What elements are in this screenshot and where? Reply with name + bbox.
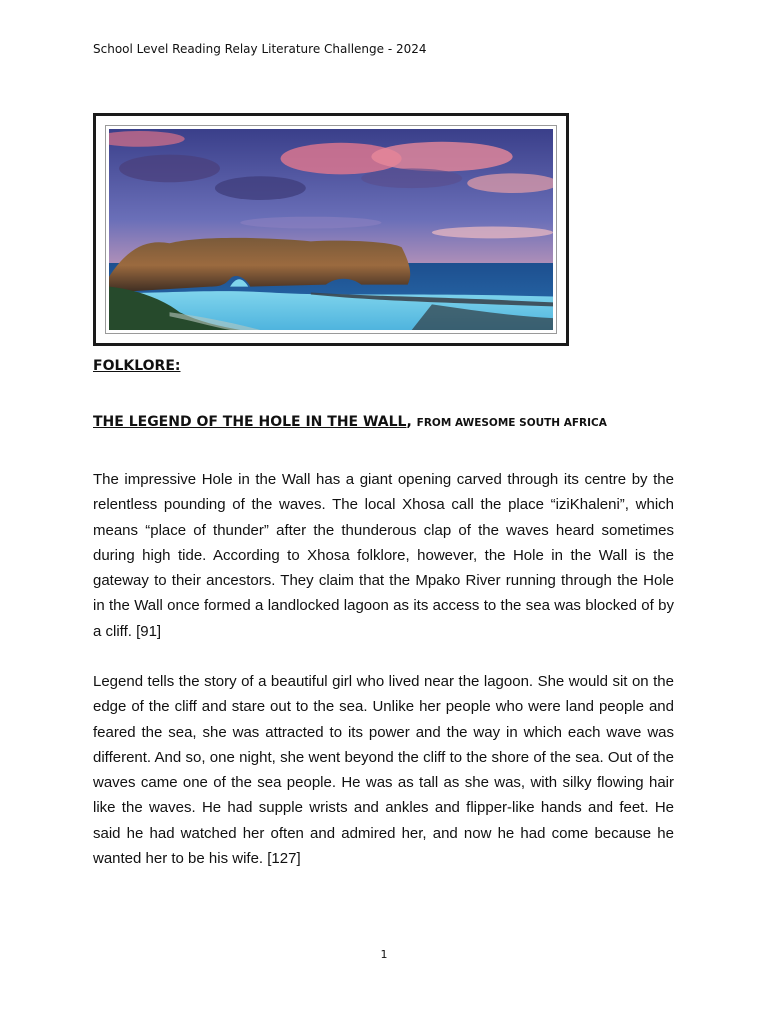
legend-title: THE LEGEND OF THE HOLE IN THE WALL: [93, 414, 407, 430]
page-number: 1: [380, 948, 388, 961]
hole-in-the-wall-photo: [105, 125, 557, 334]
legend-source: FROM AWESOME SOUTH AFRICA: [416, 417, 607, 429]
document-header: School Level Reading Relay Literature Challenge - 2024: [93, 42, 427, 56]
legend-title-separator: ,: [406, 414, 417, 430]
paragraph-intro: The impressive Hole in the Wall has a giant opening carved through its centre by the relentless pounding of the waves. The local Xhosa call the place “iziKhaleni”, which means “place of thunder” after the thunderous clap of the waves heard sometimes during high tide. According to Xhosa folklore, however, the Hole in the Wall is the gateway to their ancestors. They claim that the Mpako River running through the Hole in the Wall once formed a landlocked lagoon as its access to the sea was blocked of by a cliff. [91]: [93, 471, 674, 640]
paragraph-legend: Legend tells the story of a beautiful girl who lived near the lagoon. She would sit on the edge of the cliff and stare out to the sea. Unlike her people who were land people and feared the sea, she was attracted to its power and the way in which each wave was different. And so, one night, she went beyond the cliff to the shore of the sea. Out of the waves came one of the sea people. He was as tall as she was, with silky flowing hair like the waves. He had supple wrists and ankles and flipper-like hands and feet. He said he had watched her often and admired her, and now he had come because he wanted her to be his wife. [127]: [93, 673, 674, 868]
legend-heading: [93, 411, 607, 430]
landscape-image: [109, 129, 553, 330]
section-title: FOLKLORE:: [93, 358, 181, 374]
photo-frame: [93, 113, 569, 346]
